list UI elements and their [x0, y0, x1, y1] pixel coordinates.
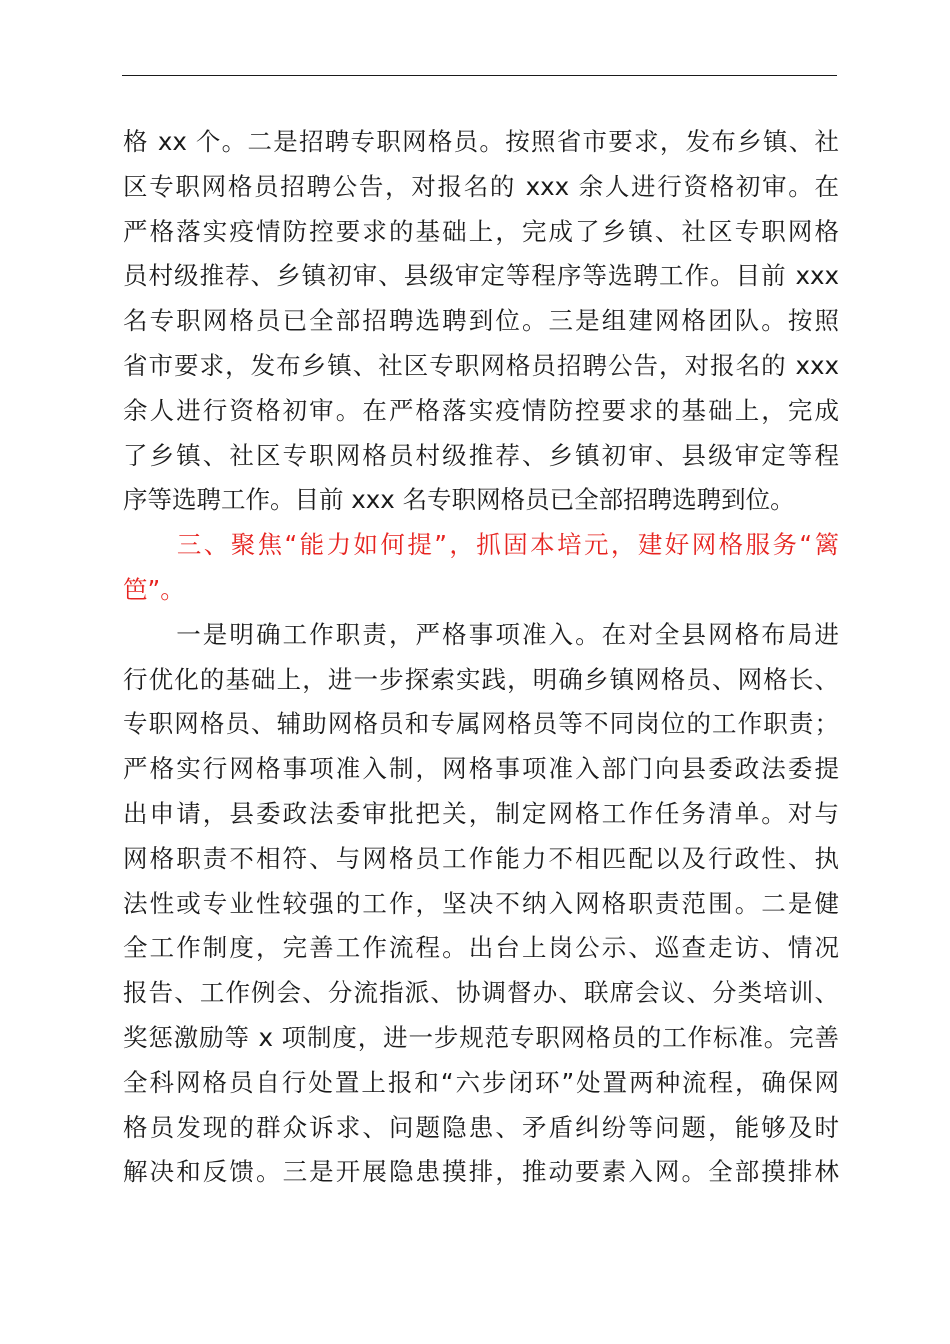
paragraph-line: 格员发现的群众诉求、问题隐患、矛盾纠纷等问题，能够及时 [123, 1112, 839, 1142]
paragraph-line: 余人进行资格初审。在严格落实疫情防控要求的基础上，完成 [123, 395, 839, 425]
paragraph-line: 区专职网格员招聘公告，对报名的 xxx 余人进行资格初审。在 [123, 171, 839, 201]
paragraph-line: 法性或专业性较强的工作，坚决不纳入网格职责范围。二是健 [123, 888, 839, 918]
paragraph-line: 出申请，县委政法委审批把关，制定网格工作任务清单。对与 [123, 798, 839, 828]
paragraph-line: 全工作制度，完善工作流程。出台上岗公示、巡查走访、情况 [123, 933, 839, 963]
paragraph-line: 一是明确工作职责，严格事项准入。在对全县网格布局进 [123, 619, 839, 649]
paragraph-line: 严格落实疫情防控要求的基础上，完成了乡镇、社区专职网格 [123, 216, 839, 246]
paragraph-line: 奖惩激励等 x 项制度，进一步规范专职网格员的工作标准。完善 [123, 1022, 839, 1052]
paragraph-line: 格 xx 个。二是招聘专职网格员。按照省市要求，发布乡镇、社 [123, 127, 839, 156]
section-heading-line: 三、聚焦“能力如何提”，抓固本培元，建好网格服务“篱 [123, 530, 839, 560]
document-body [123, 120, 839, 1195]
paragraph-line: 报告、工作例会、分流指派、协调督办、联席会议、分类培训、 [123, 978, 839, 1008]
paragraph-line: 序等选聘工作。目前 xxx 名专职网格员已全部招聘选聘到位。 [123, 485, 795, 515]
header-rule [122, 75, 837, 76]
paragraph-line: 省市要求，发布乡镇、社区专职网格员招聘公告，对报名的 xxx [123, 350, 839, 380]
paragraph-line: 解决和反馈。三是开展隐患摸排，推动要素入网。全部摸排林 [123, 1157, 839, 1187]
paragraph-line: 专职网格员、辅助网格员和专属网格员等不同岗位的工作职责； [123, 709, 839, 739]
paragraph-line: 名专职网格员已全部招聘选聘到位。三是组建网格团队。按照 [123, 306, 839, 336]
paragraph-line: 行优化的基础上，进一步探索实践，明确乡镇网格员、网格长、 [123, 664, 839, 694]
paragraph-line: 全科网格员自行处置上报和“六步闭环”处置两种流程，确保网 [123, 1067, 839, 1097]
paragraph-line: 员村级推荐、乡镇初审、县级审定等程序等选聘工作。目前 xxx [123, 261, 839, 291]
paragraph-line: 网格职责不相符、与网格员工作能力不相匹配以及行政性、执 [123, 843, 839, 873]
paragraph-line: 了乡镇、社区专职网格员村级推荐、乡镇初审、县级审定等程 [123, 440, 839, 470]
section-heading-line: 笆”。 [123, 574, 185, 604]
paragraph-line: 严格实行网格事项准入制，网格事项准入部门向县委政法委提 [123, 754, 839, 784]
